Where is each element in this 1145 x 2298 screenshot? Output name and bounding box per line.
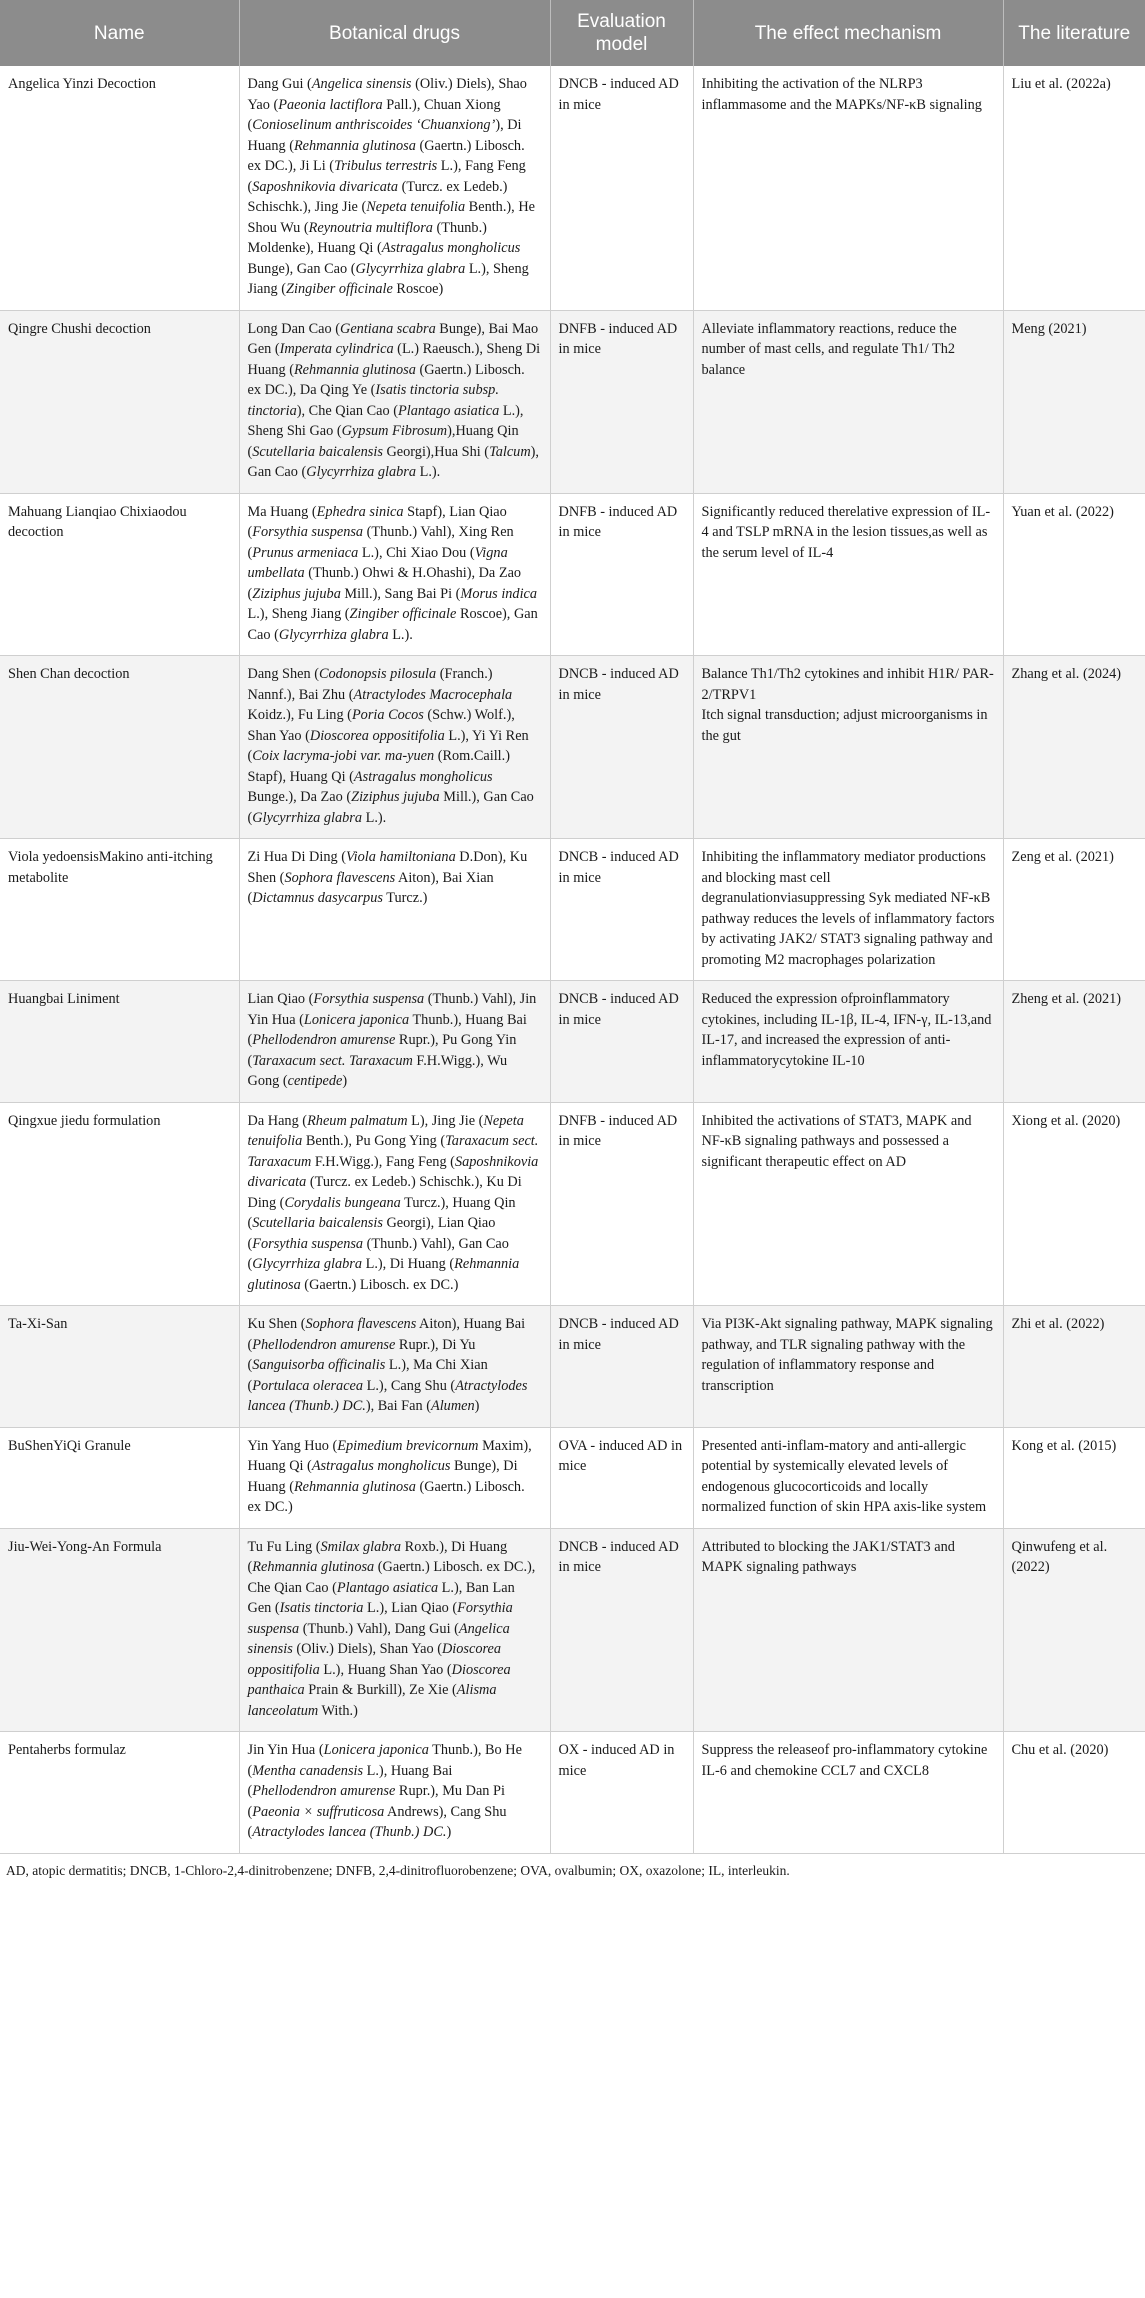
header-botanical-drugs: Botanical drugs: [239, 0, 550, 66]
table-row: [0, 1306, 1145, 1428]
table-row: [0, 1528, 1145, 1732]
cell-effect-mechanism: Inhibiting the activation of the NLRP3 inflammasome and the MAPKs/NF-κB signaling: [693, 66, 1003, 310]
cell-evaluation-model: OX - induced AD in mice: [550, 1732, 693, 1854]
cell-botanical-drugs: Da Hang (Rheum palmatum L), Jing Jie (Nepeta tenuifolia Benth.), Pu Gong Ying (Taraxacum sect. Taraxacum F.H.Wigg.), Fang Feng (Saposhnikovia divaricata (Turcz. ex Ledeb.) Schischk.), Ku Di Ding (Corydalis bungeana Turcz.), Huang Qin (Scutellaria baicalensis Georgi), Lian Qiao (Forsythia suspensa (Thunb.) Vahl), Gan Cao (Glycyrrhiza glabra L.), Di Huang (Rehmannia glutinosa (Gaertn.) Libosch. ex DC.): [239, 1102, 550, 1306]
cell-evaluation-model: DNCB - induced AD in mice: [550, 839, 693, 981]
cell-effect-mechanism: Alleviate inflammatory reactions, reduce the number of mast cells, and regulate Th1/ Th2 balance: [693, 310, 1003, 493]
cell-literature: Yuan et al. (2022): [1003, 493, 1145, 656]
cell-literature: Zhi et al. (2022): [1003, 1306, 1145, 1428]
cell-evaluation-model: OVA - induced AD in mice: [550, 1427, 693, 1528]
table-row: [0, 66, 1145, 310]
cell-name: Qingxue jiedu formulation: [0, 1102, 239, 1306]
cell-botanical-drugs: Ma Huang (Ephedra sinica Stapf), Lian Qiao (Forsythia suspensa (Thunb.) Vahl), Xing Ren (Prunus armeniaca L.), Chi Xiao Dou (Vigna umbellata (Thunb.) Ohwi & H.Ohashi), Da Zao (Ziziphus jujuba Mill.), Sang Bai Pi (Morus indica L.), Sheng Jiang (Zingiber officinale Roscoe), Gan Cao (Glycyrrhiza glabra L.).: [239, 493, 550, 656]
table-body: [0, 66, 1145, 1853]
header-name: Name: [0, 0, 239, 66]
cell-evaluation-model: DNFB - induced AD in mice: [550, 310, 693, 493]
table-row: [0, 839, 1145, 981]
cell-botanical-drugs: Ku Shen (Sophora flavescens Aiton), Huang Bai (Phellodendron amurense Rupr.), Di Yu (Sanguisorba officinalis L.), Ma Chi Xian (Portulaca oleracea L.), Cang Shu (Atractylodes lancea (Thunb.) DC.), Bai Fan (Alumen): [239, 1306, 550, 1428]
cell-name: Jiu-Wei-Yong-An Formula: [0, 1528, 239, 1732]
cell-name: Mahuang Lianqiao Chixiaodou decoction: [0, 493, 239, 656]
cell-effect-mechanism: Significantly reduced therelative expression of IL-4 and TSLP mRNA in the lesion tissues,as well as the serum level of IL-4: [693, 493, 1003, 656]
cell-name: Angelica Yinzi Decoction: [0, 66, 239, 310]
cell-effect-mechanism: Reduced the expression ofproinflammatory cytokines, including IL-1β, IL-4, IFN-γ, IL-13,and IL-17, and increased the expression of anti-inflammatorycytokine IL-10: [693, 981, 1003, 1103]
cell-botanical-drugs: Yin Yang Huo (Epimedium brevicornum Maxim), Huang Qi (Astragalus mongholicus Bunge), Di Huang (Rehmannia glutinosa (Gaertn.) Libosch. ex DC.): [239, 1427, 550, 1528]
table-row: [0, 493, 1145, 656]
cell-literature: Meng (2021): [1003, 310, 1145, 493]
cell-literature: Zeng et al. (2021): [1003, 839, 1145, 981]
cell-literature: Chu et al. (2020): [1003, 1732, 1145, 1854]
cell-literature: Kong et al. (2015): [1003, 1427, 1145, 1528]
table-row: [0, 1732, 1145, 1854]
cell-name: Ta-Xi-San: [0, 1306, 239, 1428]
table-row: [0, 656, 1145, 839]
cell-effect-mechanism: Via PI3K-Akt signaling pathway, MAPK signaling pathway, and TLR signaling pathway with the regulation of inflammatory response and transcription: [693, 1306, 1003, 1428]
table-row: [0, 1102, 1145, 1306]
cell-botanical-drugs: Zi Hua Di Ding (Viola hamiltoniana D.Don), Ku Shen (Sophora flavescens Aiton), Bai Xian (Dictamnus dasycarpus Turcz.): [239, 839, 550, 981]
cell-botanical-drugs: Tu Fu Ling (Smilax glabra Roxb.), Di Huang (Rehmannia glutinosa (Gaertn.) Libosch. ex DC.), Che Qian Cao (Plantago asiatica L.), Ban Lan Gen (Isatis tinctoria L.), Lian Qiao (Forsythia suspensa (Thunb.) Vahl), Dang Gui (Angelica sinensis (Oliv.) Diels), Shan Yao (Dioscorea oppositifolia L.), Huang Shan Yao (Dioscorea panthaica Prain & Burkill), Ze Xie (Alisma lanceolatum With.): [239, 1528, 550, 1732]
cell-name: Huangbai Liniment: [0, 981, 239, 1103]
cell-name: Qingre Chushi decoction: [0, 310, 239, 493]
cell-botanical-drugs: Dang Gui (Angelica sinensis (Oliv.) Diels), Shao Yao (Paeonia lactiflora Pall.), Chuan Xiong (Conioselinum anthriscoides ‘Chuanxiong’), Di Huang (Rehmannia glutinosa (Gaertn.) Libosch. ex DC.), Ji Li (Tribulus terrestris L.), Fang Feng (Saposhnikovia divaricata (Turcz. ex Ledeb.) Schischk.), Jing Jie (Nepeta tenuifolia Benth.), He Shou Wu (Reynoutria multiflora (Thunb.) Moldenke), Huang Qi (Astragalus mongholicus Bunge), Gan Cao (Glycyrrhiza glabra L.), Sheng Jiang (Zingiber officinale Roscoe): [239, 66, 550, 310]
cell-botanical-drugs: Lian Qiao (Forsythia suspensa (Thunb.) Vahl), Jin Yin Hua (Lonicera japonica Thunb.), Huang Bai (Phellodendron amurense Rupr.), Pu Gong Yin (Taraxacum sect. Taraxacum F.H.Wigg.), Wu Gong (centipede): [239, 981, 550, 1103]
cell-effect-mechanism: Attributed to blocking the JAK1/STAT3 and MAPK signaling pathways: [693, 1528, 1003, 1732]
cell-botanical-drugs: Long Dan Cao (Gentiana scabra Bunge), Bai Mao Gen (Imperata cylindrica (L.) Raeusch.), Sheng Di Huang (Rehmannia glutinosa (Gaertn.) Libosch. ex DC.), Da Qing Ye (Isatis tinctoria subsp. tinctoria), Che Qian Cao (Plantago asiatica L.), Sheng Shi Gao (Gypsum Fibrosum),Huang Qin (Scutellaria baicalensis Georgi),Hua Shi (Talcum), Gan Cao (Glycyrrhiza glabra L.).: [239, 310, 550, 493]
cell-effect-mechanism: Balance Th1/Th2 cytokines and inhibit H1R/ PAR-2/TRPV1 Itch signal transduction; adjust microorganisms in the gut: [693, 656, 1003, 839]
cell-effect-mechanism: Inhibited the activations of STAT3, MAPK and NF-κB signaling pathways and possessed a significant therapeutic effect on AD: [693, 1102, 1003, 1306]
header-evaluation-model: Evaluation model: [550, 0, 693, 66]
cell-evaluation-model: DNFB - induced AD in mice: [550, 1102, 693, 1306]
cell-name: BuShenYiQi Granule: [0, 1427, 239, 1528]
cell-effect-mechanism: Suppress the releaseof pro-inflammatory cytokine IL-6 and chemokine CCL7 and CXCL8: [693, 1732, 1003, 1854]
table-row: [0, 310, 1145, 493]
cell-literature: Qinwufeng et al. (2022): [1003, 1528, 1145, 1732]
table-row: [0, 1427, 1145, 1528]
cell-evaluation-model: DNCB - induced AD in mice: [550, 66, 693, 310]
cell-botanical-drugs: Dang Shen (Codonopsis pilosula (Franch.) Nannf.), Bai Zhu (Atractylodes Macrocephala Koidz.), Fu Ling (Poria Cocos (Schw.) Wolf.), Shan Yao (Dioscorea oppositifolia L.), Yi Yi Ren (Coix lacryma-jobi var. ma-yuen (Rom.Caill.) Stapf), Huang Qi (Astragalus mongholicus Bunge.), Da Zao (Ziziphus jujuba Mill.), Gan Cao (Glycyrrhiza glabra L.).: [239, 656, 550, 839]
cell-literature: Xiong et al. (2020): [1003, 1102, 1145, 1306]
cell-effect-mechanism: Inhibiting the inflammatory mediator productions and blocking mast cell degranulationviasuppressing Syk mediated NF-κB pathway reduces the levels of inflammatory factors by activating JAK2/ STAT3 signaling pathway and promoting M2 macrophages polarization: [693, 839, 1003, 981]
cell-literature: Liu et al. (2022a): [1003, 66, 1145, 310]
cell-botanical-drugs: Jin Yin Hua (Lonicera japonica Thunb.), Bo He (Mentha canadensis L.), Huang Bai (Phellodendron amurense Rupr.), Mu Dan Pi (Paeonia × suffruticosa Andrews), Cang Shu (Atractylodes lancea (Thunb.) DC.): [239, 1732, 550, 1854]
cell-evaluation-model: DNCB - induced AD in mice: [550, 981, 693, 1103]
cell-literature: Zheng et al. (2021): [1003, 981, 1145, 1103]
table-row: [0, 981, 1145, 1103]
header-effect-mechanism: The effect mechanism: [693, 0, 1003, 66]
cell-evaluation-model: DNFB - induced AD in mice: [550, 493, 693, 656]
cell-name: Pentaherbs formulaz: [0, 1732, 239, 1854]
table-header: [0, 0, 1145, 66]
cell-evaluation-model: DNCB - induced AD in mice: [550, 1306, 693, 1428]
cell-effect-mechanism: Presented anti-inflam-matory and anti-allergic potential by systemically elevated levels of endogenous glucocorticoids and locally normalized function of skin HPA axis-like system: [693, 1427, 1003, 1528]
cell-evaluation-model: DNCB - induced AD in mice: [550, 1528, 693, 1732]
cell-name: Shen Chan decoction: [0, 656, 239, 839]
cell-name: Viola yedoensisMakino anti-itching metabolite: [0, 839, 239, 981]
table-footnote: AD, atopic dermatitis; DNCB, 1-Chloro-2,4-dinitrobenzene; DNFB, 2,4-dinitrofluorobenzene; OVA, ovalbumin; OX, oxazolone; IL, interleukin.: [6, 1862, 790, 1878]
cell-evaluation-model: DNCB - induced AD in mice: [550, 656, 693, 839]
header-literature: The literature: [1003, 0, 1145, 66]
header-row: [0, 0, 1145, 66]
cell-literature: Zhang et al. (2024): [1003, 656, 1145, 839]
